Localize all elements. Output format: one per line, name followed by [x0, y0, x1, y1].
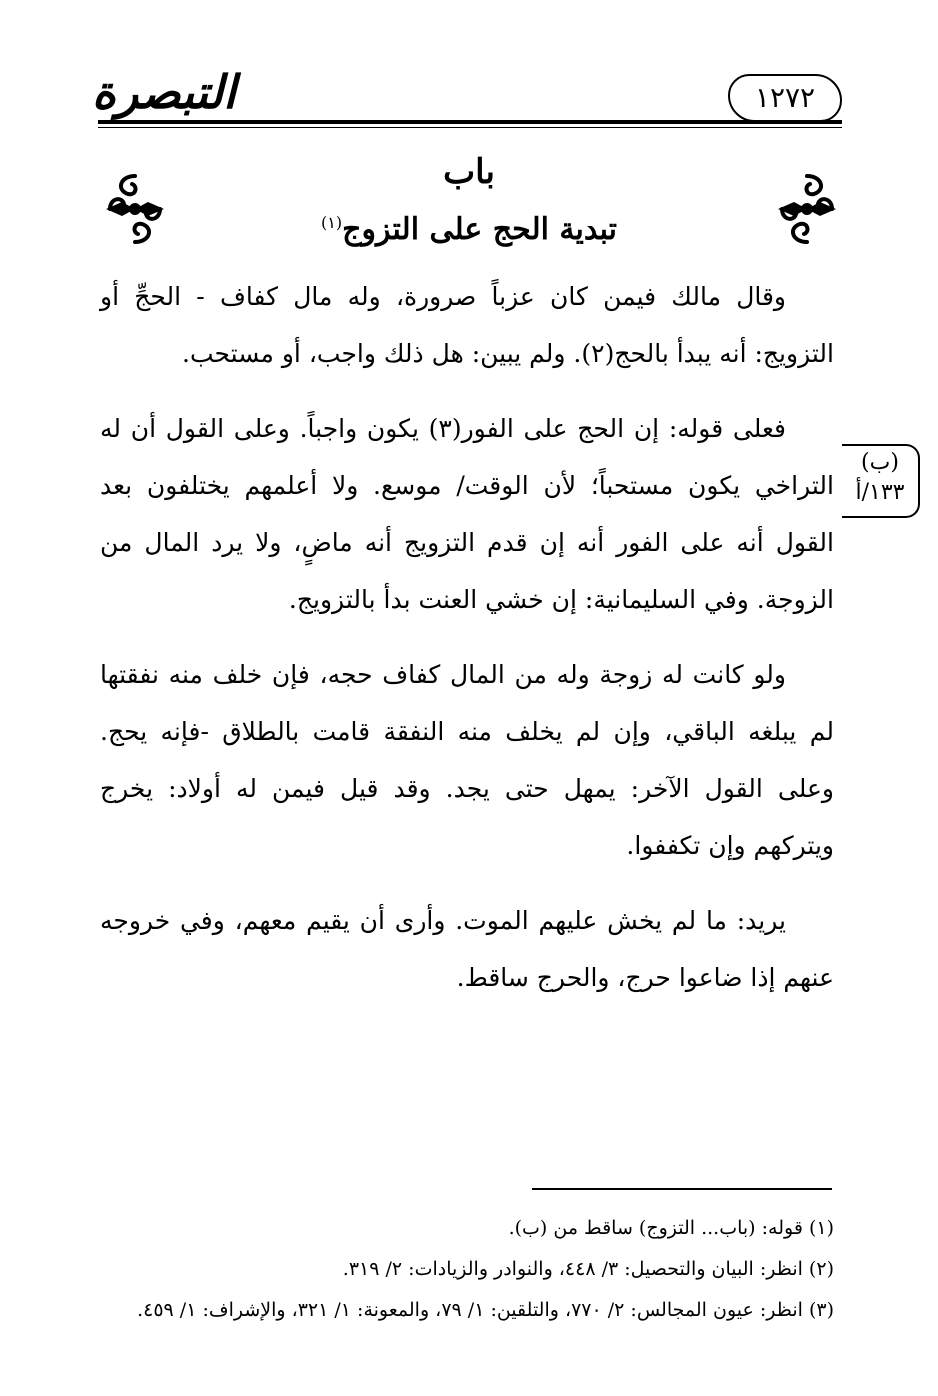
footnote: (١) قوله: (باب... التزوج) ساقط من (ب).: [508, 1217, 834, 1239]
margin-note-line2: ١٣٣/أ: [855, 480, 905, 505]
paragraph: وقال مالك فيمن كان عزباً صرورة، وله مال كفاف - الحجِّ أو التزويج: أنه يبدأ بالحج(٢). ولم يبين: هل ذلك واجب، أو مستحب.: [100, 282, 834, 368]
footnotes: [100, 1208, 834, 1331]
chapter-subheading: [0, 212, 938, 247]
chapter-heading: باب: [443, 152, 495, 192]
footnote-separator: [532, 1188, 832, 1190]
chapter-subheading-text: تبدية الحج على التزوج: [342, 212, 617, 247]
running-title: التبصرة: [92, 65, 236, 119]
body-text: [100, 268, 834, 1024]
footnote-marker: (١): [321, 213, 343, 232]
paragraph: يريد: ما لم يخش عليهم الموت. وأرى أن يقيم معهم، وفي خروجه عنهم إذا ضاعوا حرج، والحرج ساقط.: [100, 906, 834, 992]
paragraph: ولو كانت له زوجة وله من المال كفاف حجه، فإن خلف منه نفقتها لم يبلغه الباقي، وإن لم يخلف منه النفقة قامت بالطلاق -فإنه يحج. وعلى القول الآخر: يمهل حتى يجد. وقد قيل فيمن له أولاد: يخرج ويتركهم وإن تكففوا.: [100, 660, 834, 860]
header-rule-thin: [98, 127, 842, 128]
paragraph: فعلى قوله: إن الحج على الفور(٣) يكون واجباً. وعلى القول أن له التراخي يكون مستحباً؛ لأن الوقت/ موسع. ولا أعلمهم يختلفون بعد القول أنه على الفور أنه إن قدم التزويج أنه ماضٍ، ولا يرد المال من الزوجة. وفي السليمانية: إن خشي العنت بدأ بالتزويج.: [100, 414, 834, 614]
margin-note-line1: (ب): [861, 450, 899, 475]
page-number: ١٢٧٢: [728, 74, 842, 122]
footnote: (٣) انظر: عيون المجالس: ٢/ ٧٧٠، والتلقين: ١/ ٧٩، والمعونة: ١/ ٣٢١، والإشراف: ١/ ٤٥٩.: [137, 1299, 834, 1321]
manuscript-margin-note: [842, 444, 920, 518]
footnote: (٢) انظر: البيان والتحصيل: ٣/ ٤٤٨، والنوادر والزيادات: ٢/ ٣١٩.: [342, 1258, 834, 1280]
header-rule: [98, 120, 842, 124]
